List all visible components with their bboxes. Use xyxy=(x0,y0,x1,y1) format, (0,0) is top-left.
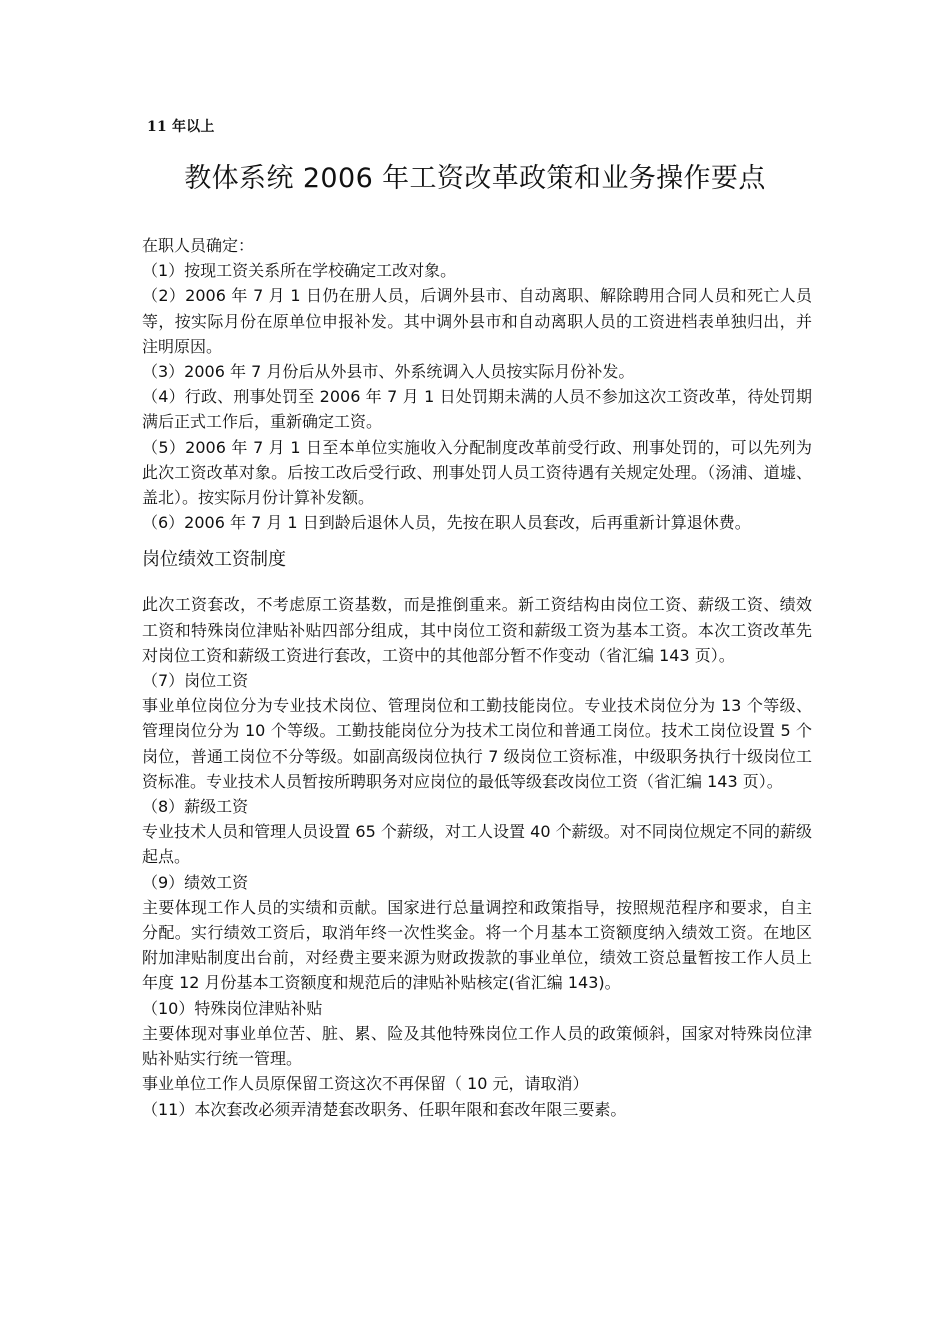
paragraph: 事业单位岗位分为专业技术岗位、管理岗位和工勤技能岗位。专业技术岗位分为 13 个等级、管理岗位分为 10 个等级。工勤技能岗位分为技术工岗位和普通工岗位。技术工岗位设置 5 个岗位，普通工岗位不分等级。如副高级岗位执行 7 级岗位工资标准，中级职务执行十级岗位工资标准。专业技术人员暂按所聘职务对应岗位的最低等级套改岗位工资（省汇编 143 页）。 xyxy=(142,696,812,791)
subheading: （9）绩效工资 xyxy=(142,872,249,892)
list-item: （6）2006 年 7 月 1 日到龄后退休人员，先按在职人员套改，后再重新计算退休费。 xyxy=(142,513,751,533)
subheading: （8）薪级工资 xyxy=(142,797,249,817)
list-item: （11）本次套改必须弄清楚套改职务、任职年限和套改年限三要素。 xyxy=(142,1099,627,1119)
section-intro: 在职人员确定： xyxy=(142,236,255,255)
subheading: （10）特殊岗位津贴补贴 xyxy=(142,998,323,1018)
paragraph: 事业单位工作人员原保留工资这次不再保留（ 10 元，请取消） xyxy=(142,1074,589,1094)
list-item: （1）按现工资关系所在学校确定工改对象。 xyxy=(142,261,457,281)
list-item: （4）行政、刑事处罚至 2006 年 7 月 1 日处罚期未满的人员不参加这次工资改革，待处罚期满后正式工作后，重新确定工资。 xyxy=(142,387,812,432)
header-note-text: 11 年以上 xyxy=(147,119,215,135)
list-item: （5）2006 年 7 月 1 日至本单位实施收入分配制度改革前受行政、刑事处罚的，可以先列为此次工资改革对象。后按工改后受行政、刑事处罚人员工资待遇有关规定处理。（汤浦、道墟、盖北）。按实际月份计算补发额。 xyxy=(142,437,812,508)
header-note xyxy=(147,118,215,136)
section-heading: 岗位绩效工资制度 xyxy=(142,549,286,571)
subheading: （7）岗位工资 xyxy=(142,671,249,691)
list-item: （2）2006 年 7 月 1 日仍在册人员，后调外县市、自动离职、解除聘用合同人员和死亡人员等，按实际月份在原单位申报补发。其中调外县市和自动离职人员的工资进档表单独归出，并注明原因。 xyxy=(142,286,812,356)
paragraph: 主要体现工作人员的实绩和贡献。国家进行总量调控和政策指导，按照规范程序和要求，自主分配。实行绩效工资后，取消年终一次性奖金。将一个月基本工资额度纳入绩效工资。在地区附加津贴制度出台前，对经费主要来源为财政拨款的事业单位，绩效工资总量暂按工作人员上年度 12 月份基本工资额度和规范后的津贴补贴核定(省汇编 143)。 xyxy=(142,897,812,993)
list-item: （3）2006 年 7 月份后从外县市、外系统调入人员按实际月份补发。 xyxy=(142,362,635,382)
paragraph: 主要体现对事业单位苦、脏、累、险及其他特殊岗位工作人员的政策倾斜，国家对特殊岗位津贴补贴实行统一管理。 xyxy=(142,1023,812,1069)
paragraph: 此次工资套改，不考虑原工资基数，而是推倒重来。新工资结构由岗位工资、薪级工资、绩效工资和特殊岗位津贴补贴四部分组成，其中岗位工资和薪级工资为基本工资。本次工资改革先对岗位工资和薪级工资进行套改，工资中的其他部分暂不作变动（省汇编 143 页）。 xyxy=(142,595,812,665)
document-body xyxy=(142,233,812,1122)
paragraph: 专业技术人员和管理人员设置 65 个薪级，对工人设置 40 个薪级。对不同岗位规定不同的薪级起点。 xyxy=(142,822,812,867)
document-title: 教体系统 2006 年工资改革政策和业务操作要点 xyxy=(184,163,766,194)
